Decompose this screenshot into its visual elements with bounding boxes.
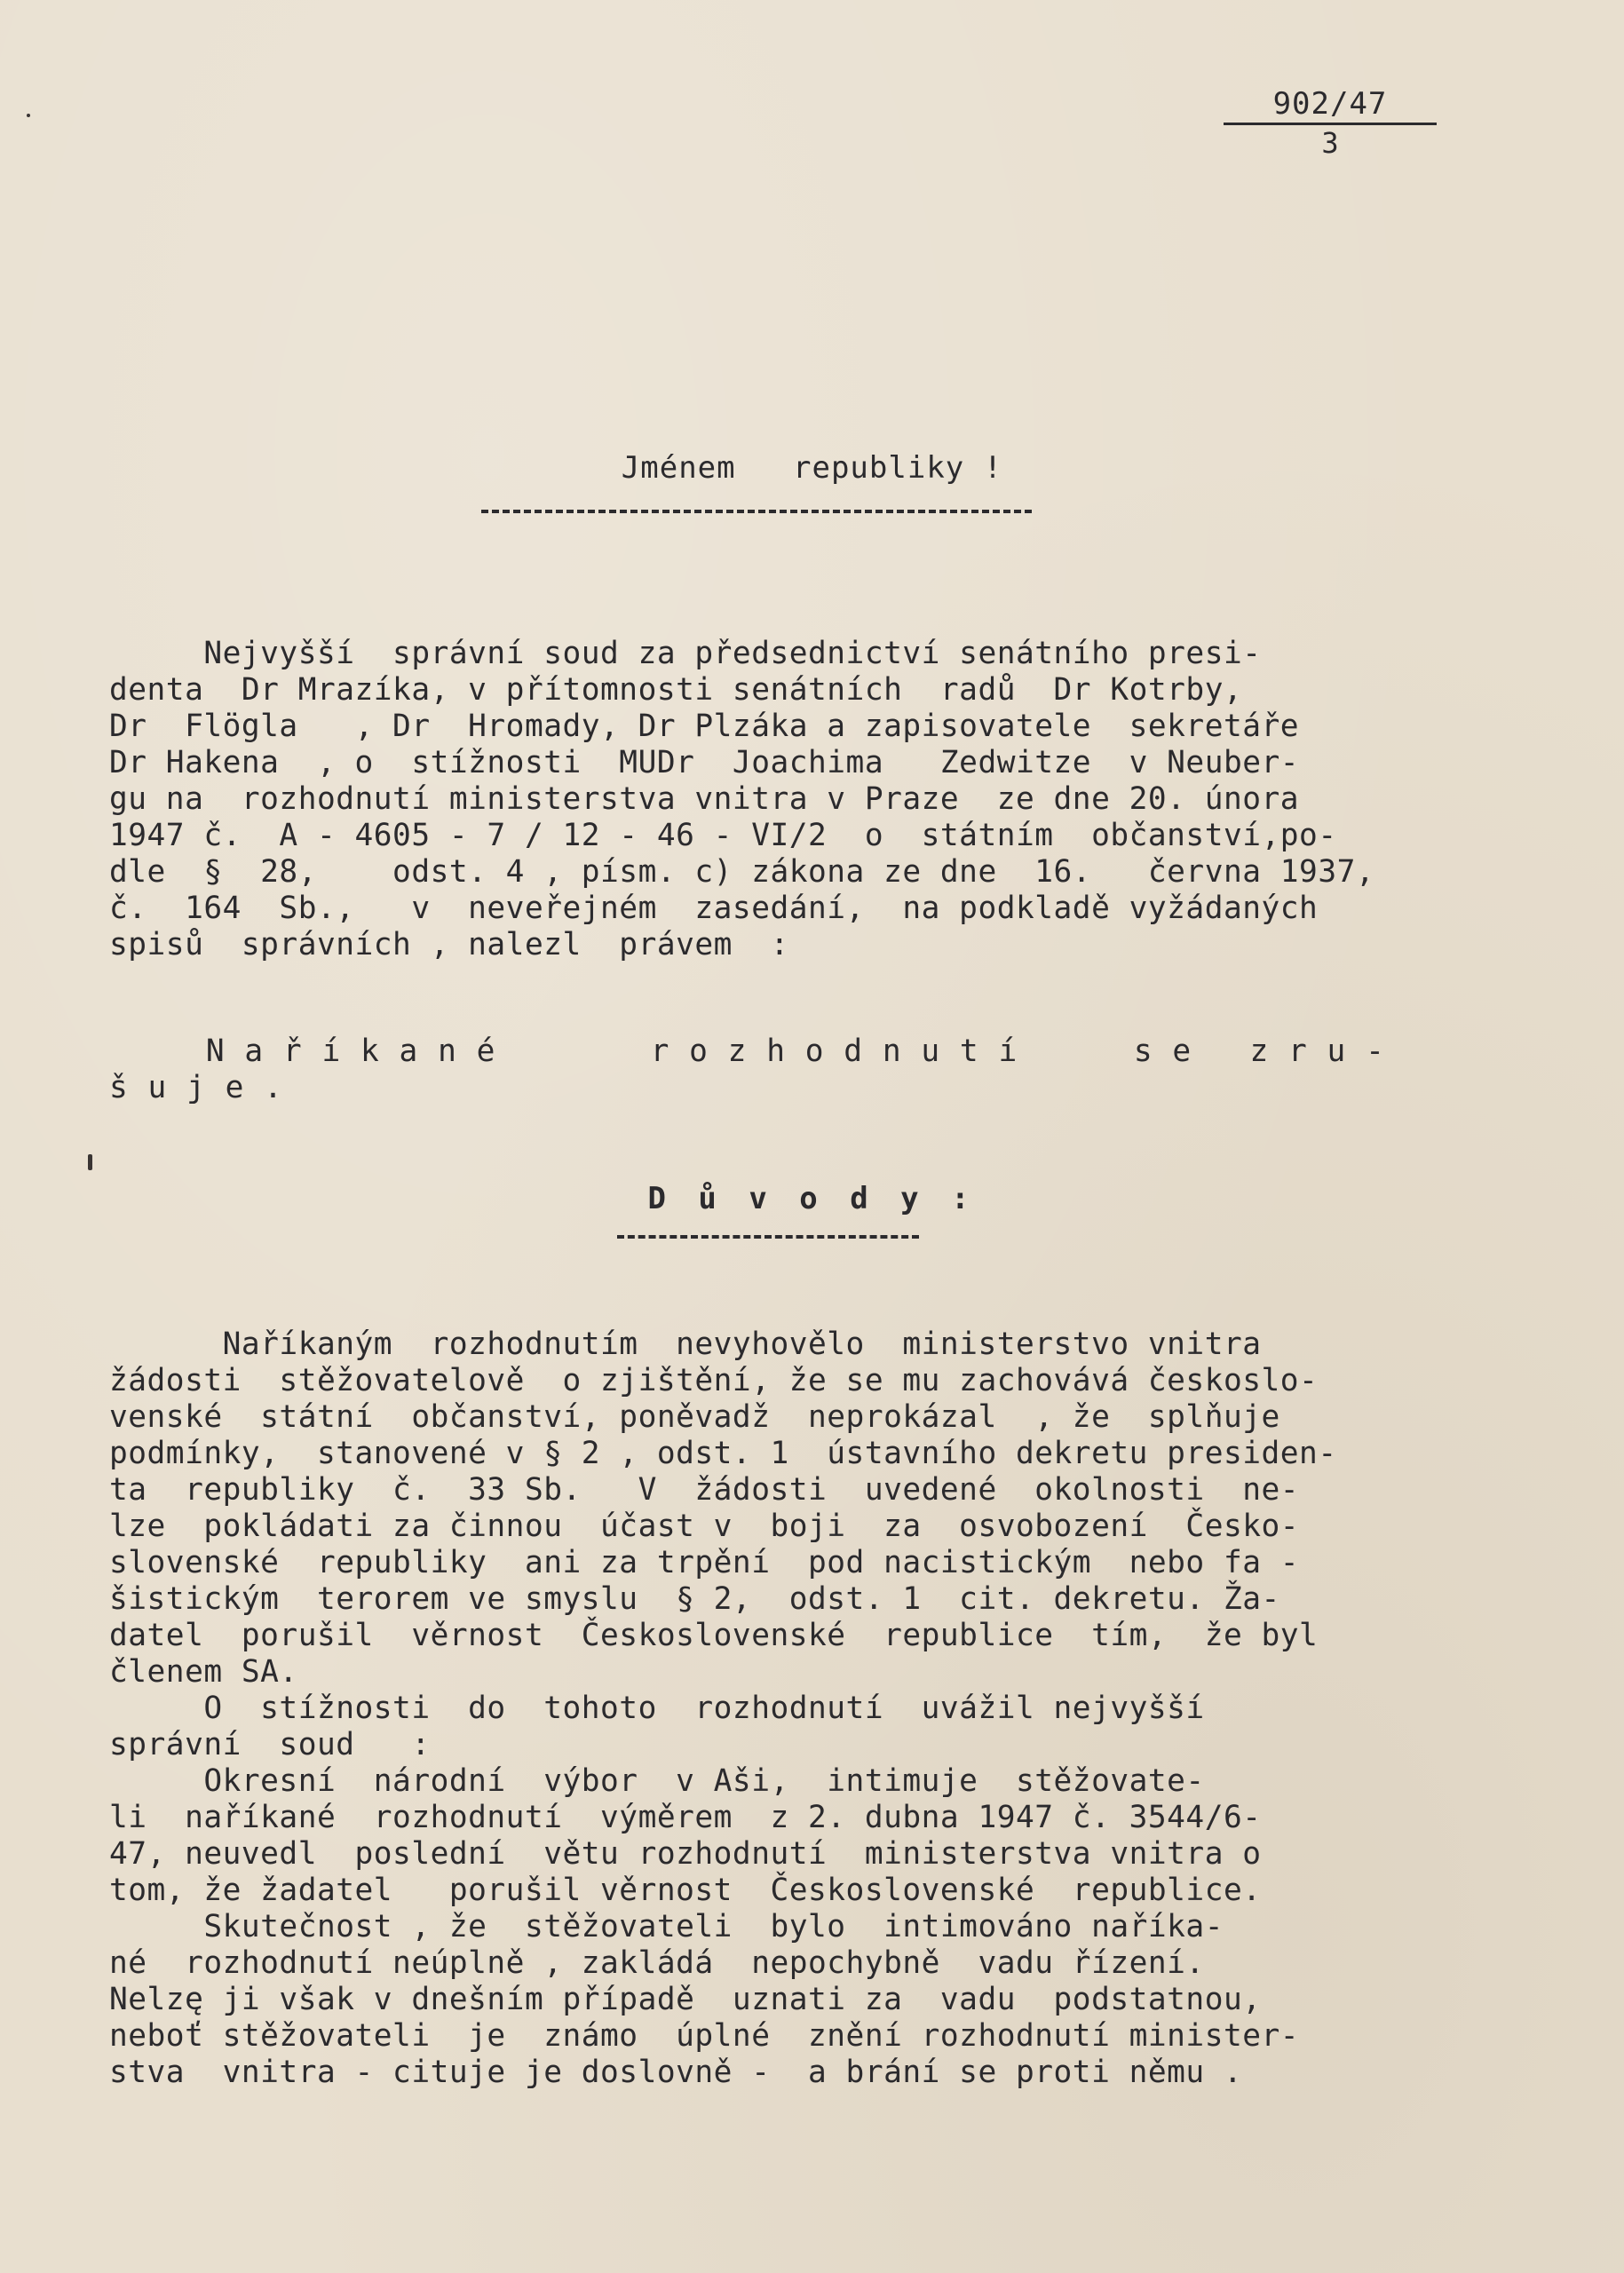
intro-line: denta Dr Mrazíka, v přítomnosti senátních radů Dr Kotrby,: [109, 672, 1243, 708]
intro-line: spisů správních , nalezl právem :: [109, 927, 789, 962]
reasons-line: né rozhodnutí neúplně , zakládá nepochybně vadu řízení.: [109, 1945, 1205, 1981]
reasons-line: venské státní občanství, poněvadž neprokázal , že splňuje: [109, 1399, 1280, 1435]
intro-line: 1947 č. A - 4605 - 7 / 12 - 46 - VI/2 o státním občanství,po-: [109, 818, 1337, 853]
reasons-line: neboť stěžovateli je známo úplné znění rozhodnutí minister-: [109, 2018, 1300, 2054]
reasons-line: slovenské republiky ani za trpění pod nacistickým nebo fa -: [109, 1545, 1300, 1580]
reasons-line: Naříkaným rozhodnutím nevyhovělo ministerstvo vnitra: [109, 1327, 1262, 1362]
reasons-line: tom, že žadatel porušil věrnost Československé republice.: [109, 1873, 1262, 1908]
reasons-underline: [617, 1235, 919, 1239]
intro-line: Nejvyšší správní soud za předsednictví senátního presi-: [109, 636, 1262, 671]
reference-block: [1224, 85, 1437, 159]
reasons-line: Nelzę ji však v dnešním případě uznati za vadu podstatnou,: [109, 1982, 1262, 2017]
reasons-line: 47, neuvedl poslední větu rozhodnutí ministerstva vnitra o: [109, 1836, 1262, 1872]
verdict-line: N a ř í k a n é r o z h o d n u t í s e z r u -: [109, 1034, 1385, 1069]
reasons-line: Skutečnost , že stěžovateli bylo intimováno naříka-: [109, 1909, 1224, 1944]
reasons-line: datel porušil věrnost Československé republice tím, že byl: [109, 1618, 1319, 1653]
reasons-heading: D ů v o d y :: [647, 1181, 977, 1216]
reasons-line: správní soud :: [109, 1727, 431, 1762]
intro-line: gu na rozhodnutí ministerstva vnitra v Praze ze dne 20. února: [109, 781, 1300, 817]
reasons-line: podmínky, stanovené v § 2 , odst. 1 ústavního dekretu presiden-: [109, 1436, 1337, 1471]
reference-number: 902/47: [1224, 85, 1437, 125]
paper-speck: [27, 114, 30, 117]
intro-line: č. 164 Sb., v neveřejném zasedání, na podkladě vyžádaných: [109, 891, 1319, 926]
reasons-line: stva vnitra - cituje je doslovně - a brání se proti němu .: [109, 2055, 1243, 2090]
reasons-line: členem SA.: [109, 1654, 298, 1690]
reasons-paragraph: [109, 1327, 1530, 2091]
reasons-line: žádosti stěžovatelově o zjištění, že se mu zachovává českoslo-: [109, 1363, 1319, 1398]
reasons-line: li naříkané rozhodnutí výměrem z 2. dubna 1947 č. 3544/6-: [109, 1800, 1262, 1835]
reasons-line: O stížnosti do tohoto rozhodnutí uvážil nejvyšší: [109, 1691, 1205, 1726]
intro-line: Dr Flögla , Dr Hromady, Dr Plzáka a zapisovatele sekretáře: [109, 709, 1300, 744]
intro-line: Dr Hakena , o stížnosti MUDr Joachima Zedwitze v Neuber-: [109, 745, 1300, 780]
reasons-line: ta republiky č. 33 Sb. V žádosti uvedené okolnosti ne-: [109, 1472, 1300, 1508]
reasons-line: lze pokládati za činnou účast v boji za osvobození Česko-: [109, 1509, 1300, 1544]
title-underline: [481, 510, 1032, 513]
verdict-paragraph: [109, 1034, 1530, 1106]
verdict-line: š u j e .: [109, 1070, 283, 1105]
intro-line: dle § 28, odst. 4 , písm. c) zákona ze dne 16. června 1937,: [109, 854, 1375, 890]
document-title: Jménem republiky !: [621, 450, 1003, 486]
intro-paragraph: [109, 636, 1530, 963]
reasons-line: Okresní národní výbor v Aši, intimuje stěžovate-: [109, 1763, 1205, 1799]
ink-mark: [88, 1154, 92, 1170]
sheet-number: 3: [1321, 126, 1339, 160]
reasons-line: šistickým terorem ve smyslu § 2, odst. 1 cit. dekretu. Ža-: [109, 1581, 1280, 1617]
